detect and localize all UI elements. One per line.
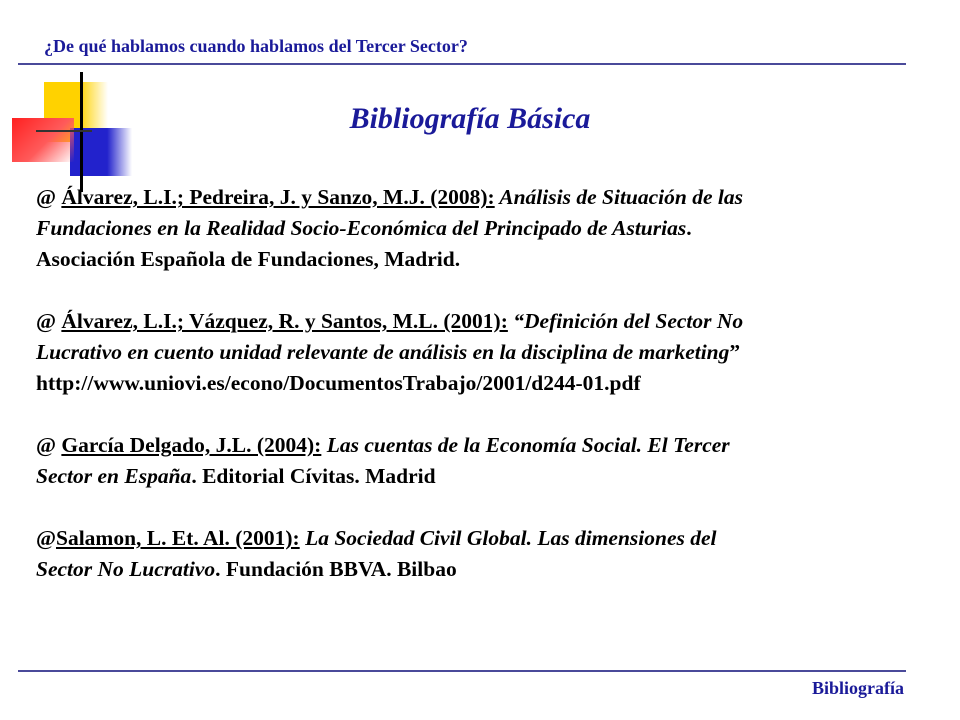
footer-divider — [18, 670, 906, 672]
entry-line — [36, 337, 916, 368]
entry-title: Las cuentas de la Economía Social. El Tercer — [321, 433, 730, 457]
bibliography-entry — [36, 523, 916, 585]
bibliography-entry — [36, 182, 916, 275]
entry-line — [36, 523, 916, 554]
entry-author: Álvarez, L.I.; Pedreira, J. y Sanzo, M.J. (2008): — [61, 185, 495, 209]
header-title: ¿De qué hablamos cuando hablamos del Tercer Sector? — [44, 36, 468, 56]
entry-title: “Definición del Sector No — [507, 309, 744, 333]
entry-title: Análisis de Situación de las — [494, 185, 743, 209]
entry-title: Lucrativo en cuento unidad relevante de análisis en la disciplina de marketing — [36, 340, 730, 364]
entry-publisher: Asociación Española de Fundaciones, Madrid. — [36, 247, 461, 271]
entry-line — [36, 182, 916, 213]
entry-marker: @ — [36, 185, 62, 209]
entry-line — [36, 306, 916, 337]
entry-author: García Delgado, J.L. (2004): — [61, 433, 322, 457]
entry-text: . Fundación BBVA. Bilbao — [215, 557, 457, 581]
entry-text: . Editorial Cívitas. Madrid — [191, 464, 436, 488]
decorative-squares — [0, 0, 140, 190]
entry-line — [36, 430, 916, 461]
entry-marker: @ — [36, 433, 62, 457]
bibliography-entry — [36, 306, 916, 399]
entry-text: ” — [729, 340, 741, 364]
entry-line — [36, 213, 916, 244]
entry-title: Sector en España — [36, 464, 192, 488]
slide-title: Bibliografía Básica — [349, 102, 591, 135]
header-divider — [18, 63, 906, 65]
entry-title: Fundaciones en la Realidad Socio-Económica del Principado de Asturias — [36, 216, 687, 240]
entry-marker: @ — [36, 526, 56, 550]
entry-line — [36, 461, 916, 492]
bibliography-list — [36, 182, 916, 616]
entry-url: http://www.uniovi.es/econo/DocumentosTrabajo/2001/d244-01.pdf — [36, 371, 641, 395]
entry-marker: @ — [36, 309, 62, 333]
bibliography-entry — [36, 430, 916, 492]
entry-title: La Sociedad Civil Global. Las dimensiones del — [299, 526, 717, 550]
entry-title: Sector No Lucrativo — [36, 557, 216, 581]
entry-author: Salamon, L. Et. Al. (2001): — [56, 526, 300, 550]
entry-text: . — [686, 216, 692, 240]
entry-author: Álvarez, L.I.; Vázquez, R. y Santos, M.L. (2001): — [61, 309, 508, 333]
footer-label: Bibliografía — [811, 678, 904, 698]
entry-line — [36, 554, 916, 585]
